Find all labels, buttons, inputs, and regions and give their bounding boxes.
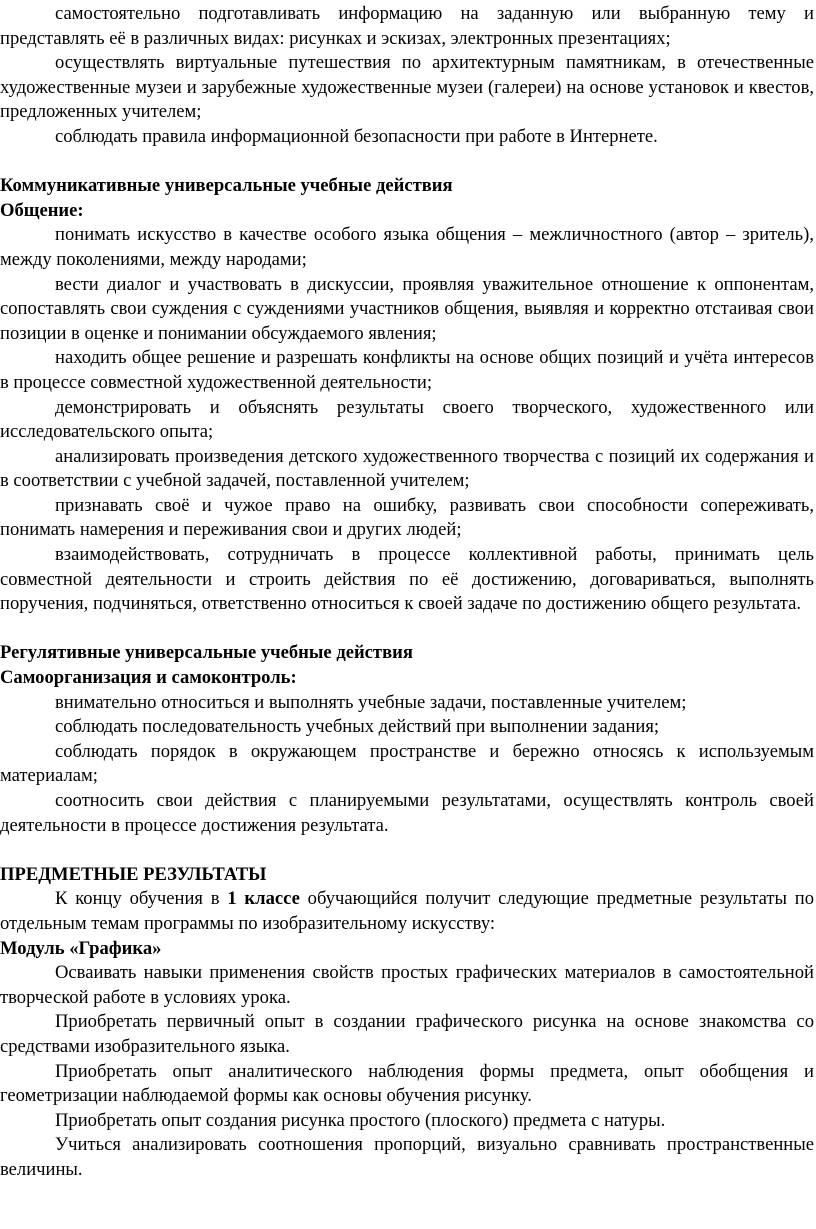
section-subheading: Общение: <box>0 199 84 221</box>
paragraph: самостоятельно подготавливать информацию на заданную или выбранную тему и представлять её в различных видах: рисунках и эскизах, электронных презентациях; <box>0 3 814 49</box>
paragraph: анализировать произведения детского художественного творчества с позиций их содержания и в соответствии с учебной задачей, поставленной учителем; <box>0 445 814 492</box>
paragraph: Приобретать опыт создания рисунка простого (плоского) предмета с натуры. <box>55 1109 666 1131</box>
intro-paragraph <box>0 887 814 936</box>
document-page <box>0 2 814 1183</box>
intro-text-end: обучающийся получит следующие предметные результаты по отдельным темам программы по изобразительному искусству: <box>0 888 815 934</box>
paragraph: Учиться анализировать соотношения пропорций, визуально сравнивать пространственные величины. <box>0 1134 814 1180</box>
paragraph: вести диалог и участвовать в дискуссии, проявляя уважительное отношение к оппонентам, сопоставлять свои суждения с суждениями участников общения, выявляя и корректно отстаивая свои позиции в оценке и понимании обсуждаемого явления; <box>0 273 814 344</box>
paragraph: осуществлять виртуальные путешествия по архитектурным памятникам, в отечественные художественные музеи и зарубежные художественные музеи (галереи) на основе установок и квестов, предложенных учителем; <box>0 52 814 123</box>
paragraph: соблюдать порядок в окружающем пространстве и бережно относясь к используемым материалам; <box>0 740 814 787</box>
paragraph: Приобретать опыт аналитического наблюдения формы предмета, опыт обобщения и геометризации наблюдаемой формы как основы обучения рисунку. <box>0 1060 814 1107</box>
paragraph: демонстрировать и объяснять результаты своего творческого, художественного или исследовательского опыта; <box>0 396 814 443</box>
info-skills-section <box>0 2 814 150</box>
spacer <box>0 150 814 175</box>
spacer <box>0 617 814 642</box>
regulatory-section <box>0 641 814 838</box>
section-subheading: Самоорганизация и самоконтроль: <box>0 667 297 689</box>
section-heading: Коммуникативные универсальные учебные действия <box>0 175 453 197</box>
communicative-section <box>0 174 814 617</box>
paragraph: соблюдать последовательность учебных действий при выполнении задания; <box>55 716 660 738</box>
paragraph: Осваивать навыки применения свойств простых графических материалов в самостоятельной творческой работе в условиях урока. <box>0 962 814 1008</box>
module-heading: Модуль «Графика» <box>0 937 162 959</box>
paragraph: находить общее решение и разрешать конфликты на основе общих позиций и учёта интересов в процессе совместной художественной деятельности; <box>0 347 814 393</box>
paragraph: соблюдать правила информационной безопасности при работе в Интернете. <box>55 125 658 147</box>
paragraph: признавать своё и чужое право на ошибку, развивать свои способности сопереживать, понимать намерения и переживания свои и других людей; <box>0 494 814 541</box>
paragraph: понимать искусство в качестве особого языка общения – межличностного (автор – зритель), между поколениями, между народами; <box>0 224 814 270</box>
grade-label: 1 классе <box>227 888 300 910</box>
paragraph: Приобретать первичный опыт в создании графического рисунка на основе знакомства со средствами изобразительного языка. <box>0 1011 814 1057</box>
section-heading: Регулятивные универсальные учебные действия <box>0 642 413 664</box>
section-heading: ПРЕДМЕТНЫЕ РЕЗУЛЬТАТЫ <box>0 863 267 885</box>
paragraph: внимательно относиться и выполнять учебные задачи, поставленные учителем; <box>55 691 687 713</box>
paragraph: взаимодействовать, сотрудничать в процессе коллективной работы, принимать цель совместной деятельности и строить действия по её достижению, договариваться, выполнять поручения, подчиняться, ответственно относиться к своей задаче по достижению общего результата. <box>0 544 814 615</box>
intro-text-start: К концу обучения в <box>55 888 228 910</box>
spacer <box>0 838 814 863</box>
subject-results-section <box>0 863 814 1183</box>
paragraph: соотносить свои действия с планируемыми результатами, осуществлять контроль своей деятельности в процессе достижения результата. <box>0 790 814 836</box>
